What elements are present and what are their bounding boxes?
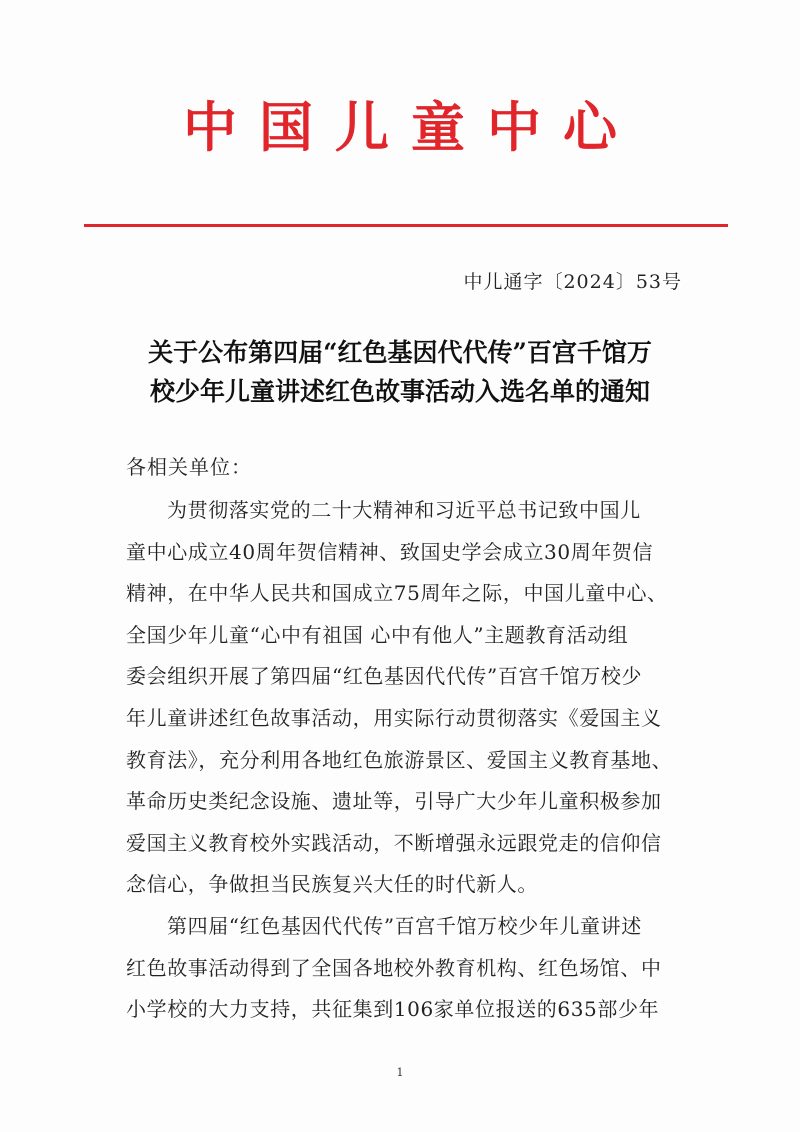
document-number: 中儿通字〔2024〕53号 (463, 271, 682, 293)
body-line: 委会组织开展了第四届“红色基因代代传”百宫千馆万校少 (126, 664, 643, 689)
body-line: 童中心成立40周年贺信精神、致国史学会成立30周年贺信 (126, 539, 654, 564)
title-line-2: 校少年儿童讲述红色故事活动入选名单的通知 (149, 377, 650, 406)
body-line: 精神，在中华人民共和国成立75周年之际，中国儿童中心、 (126, 581, 668, 606)
page-number: 1 (396, 1066, 404, 1079)
body-line: 为贯彻落实党的二十大精神和习近平总书记致中国儿 (167, 498, 641, 522)
body-line: 全国少年儿童“心中有祖国 心中有他人”主题教育活动组 (126, 622, 629, 647)
organization-header: 中国儿童中心 (183, 95, 639, 159)
title-line-1: 关于公布第四届“红色基因代代传”百宫千馆万 (148, 338, 652, 367)
body-line: 革命历史类纪念设施、遗址等，引导广大少年儿童积极参加 (126, 789, 662, 814)
body-text (126, 490, 696, 1031)
body-line: 小学校的大力支持，共征集到106家单位报送的635部少年 (126, 997, 660, 1022)
notice-title (100, 333, 700, 411)
body-line: 教育法》，充分利用各地红色旅游景区、爱国主义教育基地、 (126, 747, 673, 772)
body-line: 爱国主义教育校外实践活动，不断增强永远跟党走的信仰信 (126, 830, 662, 855)
body-line: 年儿童讲述红色故事活动，用实际行动贯彻落实《爱国主义 (126, 705, 662, 730)
body-line: 念信心，争做担当民族复兴大任的时代新人。 (126, 872, 538, 897)
body-line: 第四届“红色基因代代传”百宫千馆万校少年儿童讲述 (167, 913, 642, 938)
salutation: 各相关单位： (126, 455, 252, 479)
body-line: 红色故事活动得到了全国各地校外教育机构、红色场馆、中 (126, 955, 662, 980)
header-divider-line (84, 224, 728, 227)
